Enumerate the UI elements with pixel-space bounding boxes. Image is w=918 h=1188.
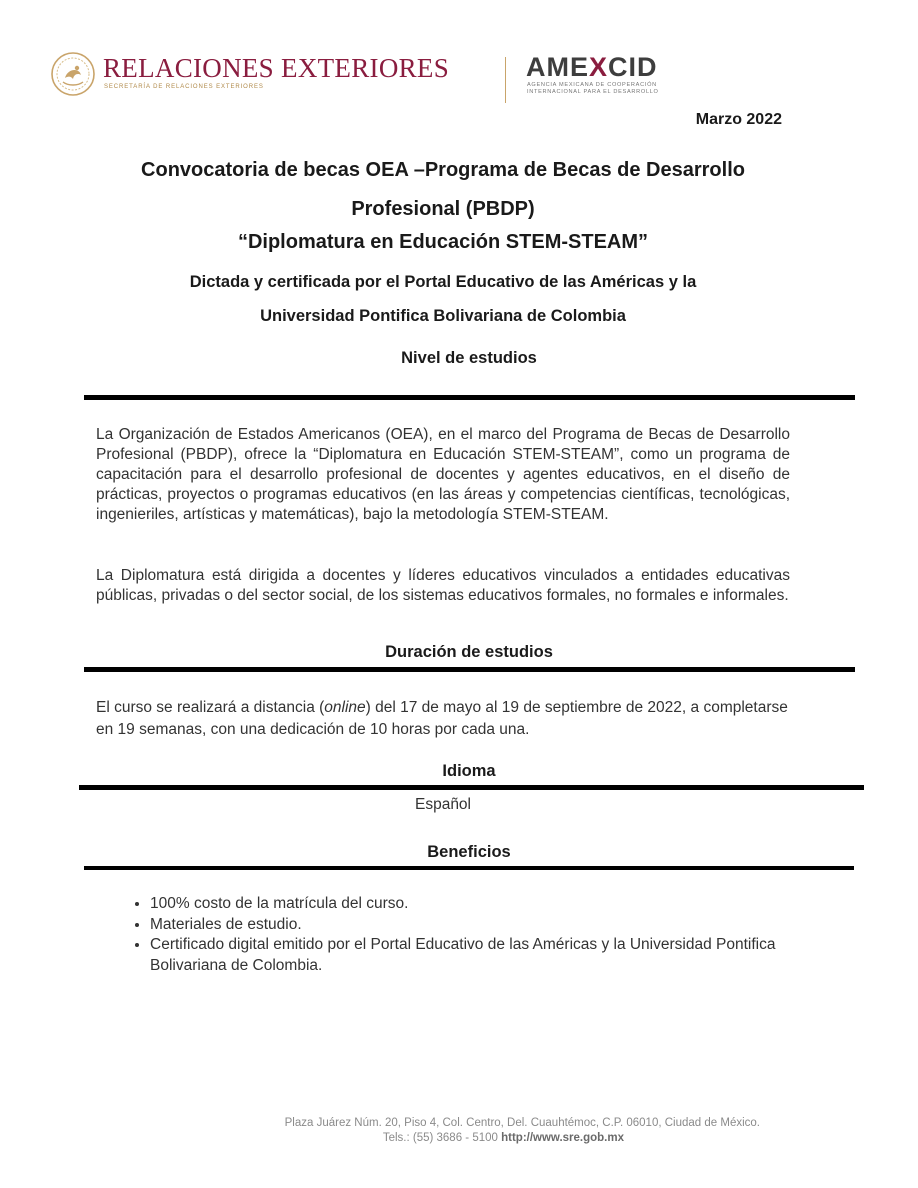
document-date: Marzo 2022 [695,111,782,128]
language-value: Español [414,796,471,813]
section-heading-idioma: Idioma [442,762,496,780]
footer-address: Plaza Juárez Núm. 20, Piso 4, Col. Centro, Del. Cuauhtémoc, C.P. 06010, Ciudad de México. [284,1117,760,1129]
list-item: • Materiales de estudio. [150,915,790,936]
national-seal-icon [50,51,96,97]
paragraph-nivel-1: La Organización de Estados Americanos (OEA), en el marco del Programa de Becas de Desarrollo Profesional (PBDP), ofrece la “Diplomatura en Educación STEM-STEAM”, como un programa de capacitación para el desarrollo profesional de docentes y agentes educativos, en el diseño de prácticas, proyectos o programas educativos (en las áreas y competencias científicas, tecnológicas, ingenieriles, artísticas y matemáticas), bajo la metodología STEM-STEAM. [96,426,790,523]
section-rule [84,866,854,870]
document-title: Convocatoria de becas OEA –Programa de Becas de Desarrollo Profesional (PBDP) [141,159,745,220]
footer-url[interactable]: http://www.sre.gob.mx [501,1132,624,1144]
sre-logo-subtitle: SECRETARÍA DE RELACIONES EXTERIORES [104,84,264,90]
section-rule [84,667,855,672]
amexcid-logo-text: AMEXCID [526,52,658,82]
header-divider [505,57,506,103]
list-item: • 100% costo de la matrícula del curso. [150,894,790,915]
amexcid-logo-subtitle: AGENCIA MEXICANA DE COOPERACIÓN INTERNACIONAL PARA EL DESARROLLO [527,82,659,95]
program-name: “Diplomatura en Educación STEM-STEAM” [237,231,649,253]
section-rule [84,395,855,400]
section-heading-duracion: Duración de estudios [385,643,553,661]
paragraph-nivel-2: La Diplomatura está dirigida a docentes y líderes educativos vinculados a entidades educativas públicas, privadas o del sector social, de los sistemas educativos formales, no formales e informales. [96,567,790,604]
section-rule [79,785,864,790]
program-subtitle: Dictada y certificada por el Portal Educativo de las Américas y la Universidad Pontifica Bolivariana de Colombia [189,273,697,325]
footer-contact: Tels.: (55) 3686 - 5100 http://www.sre.gob.mx [382,1132,624,1144]
list-item: • Certificado digital emitido por el Portal Educativo de las Américas y la Universidad Pontifica Bolivariana de Colombia. [150,935,790,976]
benefits-list [110,894,790,976]
paragraph-duracion: El curso se realizará a distancia (online) del 17 de mayo al 19 de septiembre de 2022, a completarse en 19 semanas, con una dedicación de 10 horas por cada una. [96,699,788,738]
sre-logo-text: RELACIONES EXTERIORES [103,53,450,83]
section-heading-nivel: Nivel de estudios [401,349,537,367]
section-heading-beneficios: Beneficios [427,843,511,861]
